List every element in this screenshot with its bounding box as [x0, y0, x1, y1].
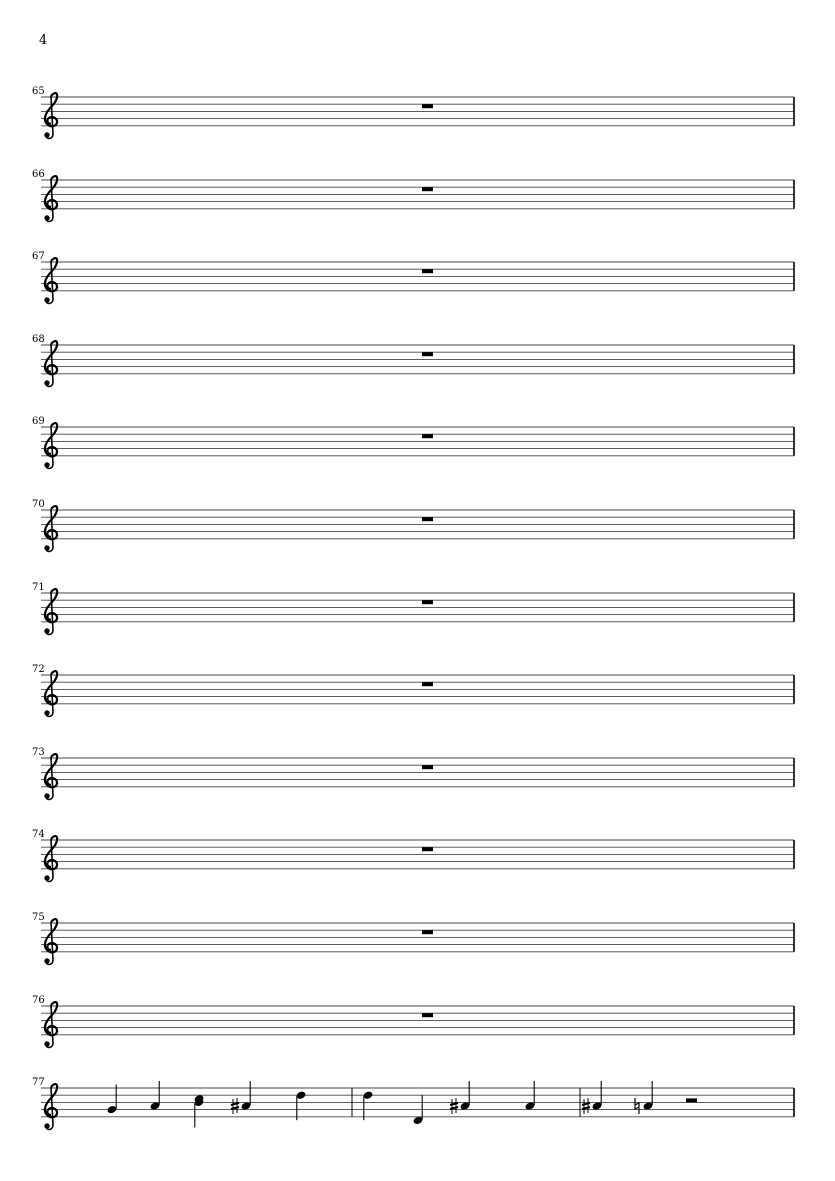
measure-number: 70 [32, 499, 45, 510]
treble-clef-icon [45, 176, 57, 221]
half-rest-icon [686, 1099, 697, 1103]
staff [0, 999, 835, 1059]
measure-number: 73 [32, 746, 45, 758]
treble-clef-icon [45, 589, 57, 634]
staff-system [0, 1077, 835, 1137]
staff-system [0, 747, 835, 807]
staff-system [0, 334, 835, 394]
whole-rest-icon [422, 682, 433, 686]
whole-rest-icon [422, 930, 433, 934]
whole-rest-icon [422, 435, 433, 439]
staff-system [0, 912, 835, 972]
staff [0, 751, 835, 811]
measure-number: 71 [32, 581, 45, 593]
staff-lines [41, 840, 794, 869]
staff [0, 586, 835, 646]
staff-system [0, 251, 835, 311]
measure-number: 77 [32, 1077, 45, 1089]
sharp-icon [582, 1098, 590, 1114]
treble-clef-icon [45, 423, 57, 468]
staff-system [0, 829, 835, 889]
whole-rest-icon [422, 517, 433, 521]
staff-system [0, 995, 835, 1055]
treble-clef-icon [45, 1002, 57, 1047]
treble-clef-icon [45, 919, 57, 964]
staff-lines [41, 345, 794, 374]
measure-number: 74 [32, 829, 45, 841]
staff-system [0, 499, 835, 559]
staff-lines [41, 758, 794, 787]
staff [0, 420, 835, 480]
sharp-icon [450, 1098, 458, 1114]
staff-lines [41, 180, 794, 209]
treble-clef-icon [45, 1084, 57, 1129]
treble-clef-icon [45, 836, 57, 881]
whole-rest-icon [422, 848, 433, 852]
whole-rest-icon [422, 352, 433, 356]
staff-lines [41, 510, 794, 539]
measure-number: 76 [32, 994, 45, 1006]
staff-lines [41, 923, 794, 952]
staff [0, 503, 835, 563]
treble-clef-icon [45, 258, 57, 303]
staff [0, 668, 835, 728]
measure-number: 69 [32, 416, 45, 428]
staff [0, 255, 835, 315]
measure-number: 68 [32, 333, 45, 345]
measure-number: 67 [32, 251, 45, 263]
staff-lines [41, 1006, 794, 1035]
staff [0, 916, 835, 976]
whole-rest-icon [422, 600, 433, 604]
sharp-icon [231, 1098, 239, 1114]
staff-lines [41, 1088, 794, 1117]
measure-number: 72 [32, 664, 45, 676]
treble-clef-icon [45, 93, 57, 138]
treble-clef-icon [45, 671, 57, 716]
staff-system [0, 86, 835, 146]
measure-number: 65 [32, 86, 45, 97]
staff [0, 90, 835, 150]
whole-rest-icon [422, 1013, 433, 1017]
staff-system [0, 169, 835, 229]
staff [0, 833, 835, 893]
treble-clef-icon [45, 341, 57, 386]
staff-lines [41, 593, 794, 622]
staff [0, 338, 835, 398]
staff-lines [41, 262, 794, 291]
staff-lines [41, 97, 794, 126]
staff-lines [41, 675, 794, 704]
measure-number: 75 [32, 912, 45, 923]
staff [0, 173, 835, 233]
staff-system [0, 416, 835, 476]
staff-lines [41, 427, 794, 456]
staff-system [0, 664, 835, 724]
staff-system [0, 582, 835, 642]
whole-rest-icon [422, 765, 433, 769]
natural-icon [635, 1098, 639, 1114]
treble-clef-icon [45, 754, 57, 799]
treble-clef-icon [45, 506, 57, 551]
whole-rest-icon [422, 187, 433, 191]
whole-rest-icon [422, 269, 433, 273]
whole-rest-icon [422, 104, 433, 108]
measure-number: 66 [32, 168, 45, 180]
page-number: 4 [39, 33, 48, 48]
staff [0, 1081, 835, 1141]
